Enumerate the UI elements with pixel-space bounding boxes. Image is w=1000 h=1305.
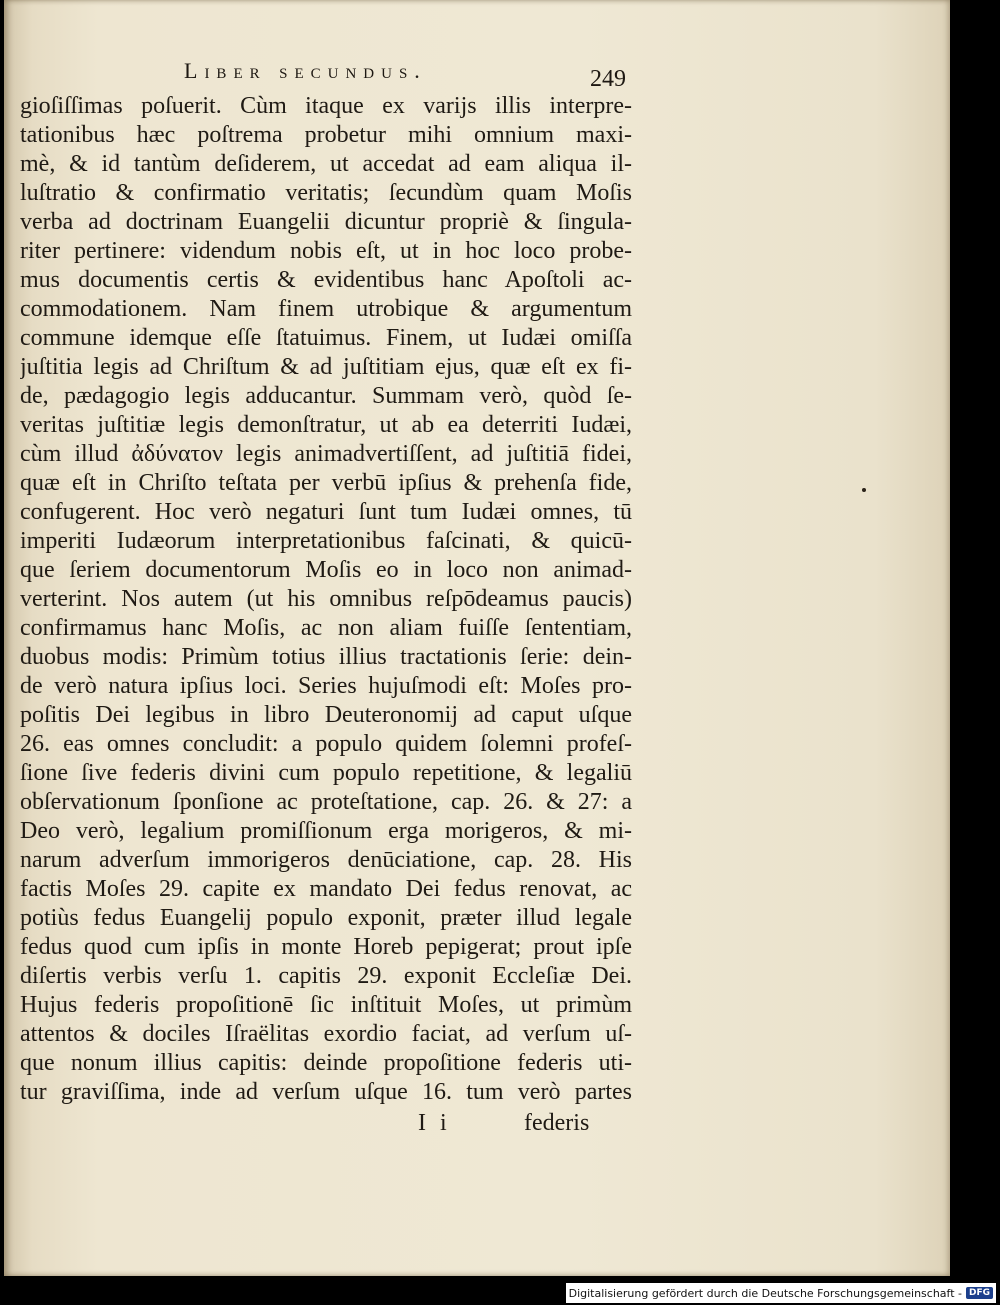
text-line: Deo verò, legalium promiſſionum erga morigeros, & mi- xyxy=(20,818,632,844)
text-line: ſione ſive federis divini cum populo repetitione, & legaliū xyxy=(20,760,632,786)
text-line: imperiti Iudæorum interpretationibus faſcinati, & quicū- xyxy=(20,528,632,554)
text-line: que ſeriem documentorum Moſis eo in loco non animad- xyxy=(20,557,632,583)
signature-mark: I i xyxy=(418,1110,451,1136)
text-line: tationibus hæc poſtrema probetur mihi omnium maxi- xyxy=(20,122,632,148)
text-line: narum adverſum immorigeros denūciatione, cap. 28. His xyxy=(20,847,632,873)
credit-text: Digitalisierung gefördert durch die Deutsche Forschungsgemeinschaft - xyxy=(568,1286,962,1300)
text-line: factis Moſes 29. capite ex mandato Dei fedus renovat, ac xyxy=(20,876,632,902)
text-line: veritas juſtitiæ legis demonſtratur, ut ab ea deterriti Iudæi, xyxy=(20,412,632,438)
text-line: diſertis verbis verſu 1. capitis 29. exponit Eccleſiæ Dei. xyxy=(20,963,632,989)
text-line: quæ eſt in Chriſto teſtata per verbū ipſius & prehenſa fide, xyxy=(20,470,632,496)
text-line: cùm illud ἀδύνατον legis animadvertiſſent, ad juſtitiā fidei, xyxy=(20,441,632,467)
text-line: confugerent. Hoc verò negaturi ſunt tum Iudæi omnes, tū xyxy=(20,499,632,525)
text-line: attentos & dociles Iſraëlitas exordio faciat, ad verſum uſ- xyxy=(20,1021,632,1047)
text-line: commodationem. Nam finem utrobique & argumentum xyxy=(20,296,632,322)
text-line: mè, & id tantùm deſiderem, ut accedat ad eam aliqua il- xyxy=(20,151,632,177)
text-line: que nonum illius capitis: deinde propoſitione federis uti- xyxy=(20,1050,632,1076)
text-line: verterint. Nos autem (ut his omnibus reſpōdeamus paucis) xyxy=(20,586,632,612)
body-text xyxy=(20,90,632,1110)
running-head: Liber secundus. xyxy=(184,58,427,83)
text-line: Hujus federis propoſitionē ſic inſtituit Moſes, ut primùm xyxy=(20,992,632,1018)
text-line: de, pædagogio legis adducantur. Summam verò, quòd ſe- xyxy=(20,383,632,409)
text-line: luſtratio & confirmatio veritatis; ſecundùm quam Moſis xyxy=(20,180,632,206)
text-line: tur graviſſima, inde ad verſum uſque 16. tum verò partes xyxy=(20,1079,632,1105)
paper-speck xyxy=(862,488,866,492)
text-line: de verò natura ipſius loci. Series hujuſmodi eſt: Moſes pro- xyxy=(20,673,632,699)
dfg-logo-icon[interactable]: DFG xyxy=(966,1287,993,1299)
text-line: commune idemque eſſe ſtatuimus. Finem, ut Iudæi omiſſa xyxy=(20,325,632,351)
text-line: gioſiſſimas poſuerit. Cùm itaque ex varijs illis interpre- xyxy=(20,93,632,119)
text-line: verba ad doctrinam Euangelii dicuntur propriè & ſingula- xyxy=(20,209,632,235)
text-line: mus documentis certis & evidentibus hanc Apoſtoli ac- xyxy=(20,267,632,293)
catchword: federis xyxy=(524,1110,590,1136)
book-page xyxy=(4,0,950,1276)
text-line: 26. eas omnes concludit: a populo quidem ſolemni profeſ- xyxy=(20,731,632,757)
page-number: 249 xyxy=(590,66,626,92)
text-line: duobus modis: Primùm totius illius tractationis ſerie: dein- xyxy=(20,644,632,670)
text-line: obſervationum ſponſione ac proteſtatione, cap. 26. & 27: a xyxy=(20,789,632,815)
text-line: riter pertinere: videndum nobis eſt, ut in hoc loco probe- xyxy=(20,238,632,264)
text-line: juſtitia legis ad Chriſtum & ad juſtitiam ejus, quæ eſt ex fi- xyxy=(20,354,632,380)
text-line: confirmamus hanc Moſis, ac non aliam fuiſſe ſententiam, xyxy=(20,615,632,641)
text-line: poſitis Dei legibus in libro Deuteronomij ad caput uſque xyxy=(20,702,632,728)
digitization-credit xyxy=(566,1283,996,1303)
text-line: fedus quod cum ipſis in monte Horeb pepigerat; prout ipſe xyxy=(20,934,632,960)
text-line: potiùs fedus Euangelij populo exponit, præter illud legale xyxy=(20,905,632,931)
